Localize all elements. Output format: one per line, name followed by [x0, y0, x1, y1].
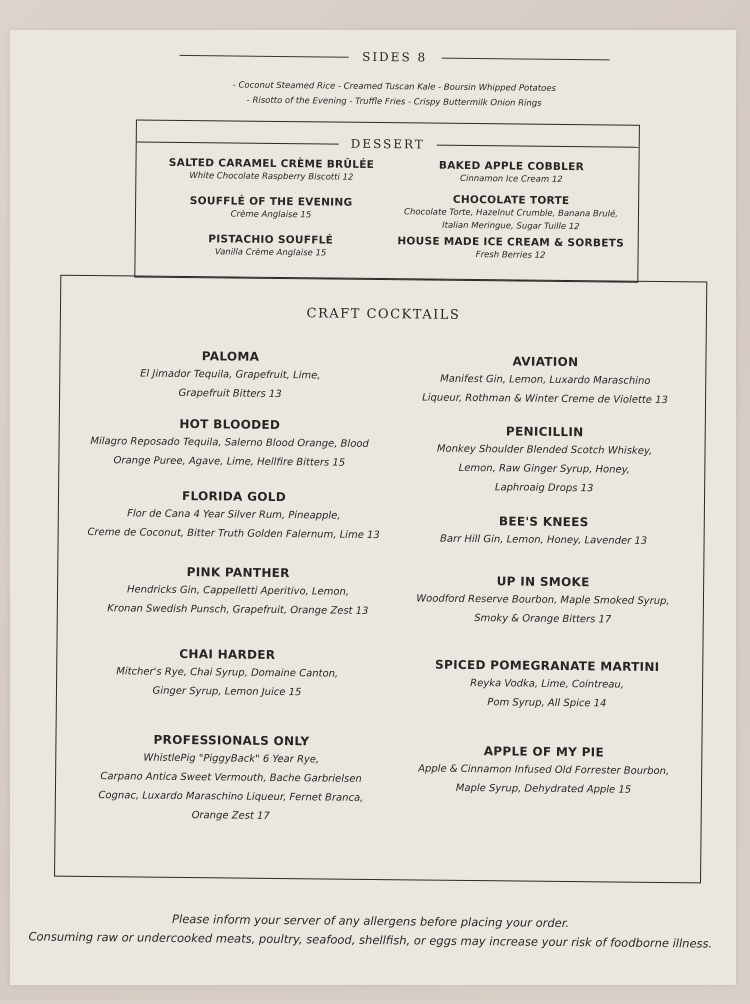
cocktail-desc-line: Barr Hill Gin, Lemon, Honey, Lavender 13 [439, 533, 648, 547]
cocktail-item [79, 416, 380, 473]
cocktail-name: FLORIDA GOLD [181, 488, 287, 505]
dessert-item-desc: Fresh Berries 12 [475, 250, 546, 261]
dessert-item-name: CHOCOLATE TORTE [452, 193, 570, 208]
divider [441, 57, 610, 60]
cocktail-desc [409, 439, 680, 499]
dessert-item-desc: Italian Meringue, Sugar Tuille 12 [442, 220, 580, 233]
cocktail-desc-line: Milagro Reposado Tequila, Salerno Blood Orange, Blood [90, 436, 369, 450]
dessert-item-desc: Chocolate Torte, Hazelnut Crumble, Banana Brulé, [403, 207, 619, 220]
cocktail-desc-line: Kronan Swedish Punsch, Grapefruit, Orange Zest 13 [107, 603, 369, 617]
cocktail-desc-line: Woodford Reserve Bourbon, Maple Smoked Syrup, [416, 593, 670, 608]
cocktail-desc-line: Lemon, Raw Ginger Syrup, Honey, [458, 462, 631, 476]
cocktail-desc-line: Maple Syrup, Dehydrated Apple 15 [455, 782, 632, 796]
cocktail-desc [100, 364, 360, 405]
cocktail-item [86, 732, 377, 827]
cocktail-desc [79, 432, 379, 473]
cocktail-name: PALOMA [201, 349, 260, 364]
cocktail-name: CHAI HARDER [179, 646, 276, 662]
sides-header [180, 48, 610, 67]
cocktail-item [400, 353, 691, 410]
dessert-item-desc: White Chocolate Raspberry Biscotti 12 [189, 171, 354, 183]
sides-title: SIDES 8 [362, 49, 428, 65]
cocktail-desc-line: Flor de Cana 4 Year Silver Rum, Pineapple, [127, 508, 341, 522]
cocktail-desc-line: El Jimador Tequila, Grapefruit, Lime, [140, 368, 321, 382]
dessert-item-name: SOUFFLÉ OF THE EVENING [189, 195, 353, 209]
divider [437, 144, 639, 147]
dessert-item-name: SALTED CARAMEL CRÈME BRÛLÉE [168, 156, 375, 171]
cocktail-desc [86, 748, 377, 827]
cocktail-desc-line: Carpano Antica Sweet Vermouth, Bache Garbrielsen [100, 771, 362, 785]
cocktail-desc [97, 662, 357, 703]
cocktail-desc-line: Pom Syrup, All Spice 14 [487, 697, 607, 710]
cocktail-desc-line: Cognac, Luxardo Maraschino Liqueur, Fernet Branca, [98, 790, 364, 804]
cocktail-desc [98, 580, 378, 621]
dessert-item-name: BAKED APPLE COBBLER [438, 159, 585, 174]
dessert-item-desc: Crème Anglaise 15 [230, 209, 312, 221]
cocktail-desc-line: Orange Zest 17 [191, 810, 270, 822]
cocktail-name: PINK PANTHER [186, 565, 290, 581]
cocktail-name: PROFESSIONALS ONLY [153, 732, 310, 749]
cocktail-item [409, 423, 680, 499]
cocktail-item [396, 743, 692, 800]
sides-list-line-2: - Risotto of the Evening - Truffle Fries - Crispy Buttermilk Onion Rings [246, 95, 542, 109]
cocktail-desc [408, 529, 678, 551]
dessert-item-desc: Vanilla Crème Anglaise 15 [214, 247, 327, 259]
cocktail-name: UP IN SMOKE [496, 574, 590, 590]
dessert-header [137, 134, 639, 153]
cocktail-name: SPICED POMEGRANATE MARTINI [435, 657, 660, 674]
foodborne-illness-warning: Consuming raw or undercooked meats, poultry, seafood, shellfish, or eggs may increase your risk of foodborne illness. [28, 929, 713, 951]
cocktail-desc [400, 369, 690, 410]
cocktail-desc-line: Manifest Gin, Lemon, Luxardo Maraschino [440, 373, 651, 387]
dessert-item-name: HOUSE MADE ICE CREAM & SORBETS [397, 235, 625, 250]
allergen-notice-line: Please inform your server of any allergens before placing your order. [172, 911, 570, 931]
cocktail-desc-line: Orange Puree, Agave, Lime, Hellfire Bitters 15 [113, 455, 346, 469]
cocktail-item [79, 488, 390, 545]
cocktail-desc [398, 589, 688, 630]
cocktail-desc-line: Grapefruit Bitters 13 [178, 387, 282, 401]
dessert-title: DESSERT [350, 136, 425, 152]
cocktail-name: AVIATION [512, 354, 579, 370]
cocktail-desc-line: Liqueur, Rothman & Winter Creme de Violette 13 [422, 392, 668, 407]
divider [137, 141, 339, 144]
cocktail-item [407, 657, 688, 714]
cocktail-name: PENICILLIN [505, 424, 584, 440]
dessert-item [396, 235, 626, 262]
cocktail-desc-line: Laphroaig Drops 13 [494, 482, 594, 495]
cocktail-desc-line: Monkey Shoulder Blended Scotch Whiskey, [436, 443, 653, 457]
cocktail-desc-line: Hendricks Gin, Cappelletti Aperitivo, Lemon, [126, 584, 350, 598]
dessert-item [156, 233, 386, 260]
cocktails-title: CRAFT COCKTAILS [306, 306, 461, 323]
cocktails-section [54, 275, 707, 884]
dessert-item [396, 159, 626, 186]
cocktail-desc-line: Mitcher's Rye, Chai Syrup, Domaine Canton, [116, 666, 339, 680]
cocktail-desc-line: Ginger Syrup, Lemon Juice 15 [152, 685, 302, 699]
sides-list-line-1: - Coconut Steamed Rice - Creamed Tuscan Kale - Boursin Whipped Potatoes [232, 80, 556, 94]
cocktail-item [98, 564, 379, 621]
cocktail-desc [396, 759, 691, 800]
cocktail-desc [407, 673, 687, 714]
divider [180, 54, 349, 57]
cocktail-item [97, 646, 358, 703]
cocktail-desc-line: Reyka Vodka, Lime, Cointreau, [470, 678, 625, 691]
dessert-item [156, 157, 386, 184]
cocktail-name: BEE'S KNEES [498, 514, 589, 530]
cocktail-name: HOT BLOODED [179, 416, 281, 433]
dessert-item [156, 195, 386, 222]
dessert-item-name: PISTACHIO SOUFFLÉ [208, 233, 334, 247]
dessert-section [134, 119, 640, 282]
cocktail-item [408, 513, 678, 551]
cocktail-desc-line: Apple & Cinnamon Infused Old Forrester Bourbon, [418, 763, 670, 778]
cocktail-item [100, 348, 361, 405]
dessert-item [396, 193, 626, 233]
cocktail-desc-line: Smoky & Orange Bitters 17 [474, 613, 612, 626]
cocktail-desc [79, 504, 389, 545]
cocktail-desc-line: WhistlePig "PiggyBack" 6 Year Rye, [143, 752, 320, 766]
cocktail-item [398, 573, 689, 630]
cocktail-desc-line: Creme de Coconut, Bitter Truth Golden Falernum, Lime 13 [87, 526, 380, 542]
cocktail-name: APPLE OF MY PIE [483, 744, 605, 760]
allergen-notice [25, 908, 715, 953]
dessert-item-desc: Cinnamon Ice Cream 12 [459, 173, 563, 185]
